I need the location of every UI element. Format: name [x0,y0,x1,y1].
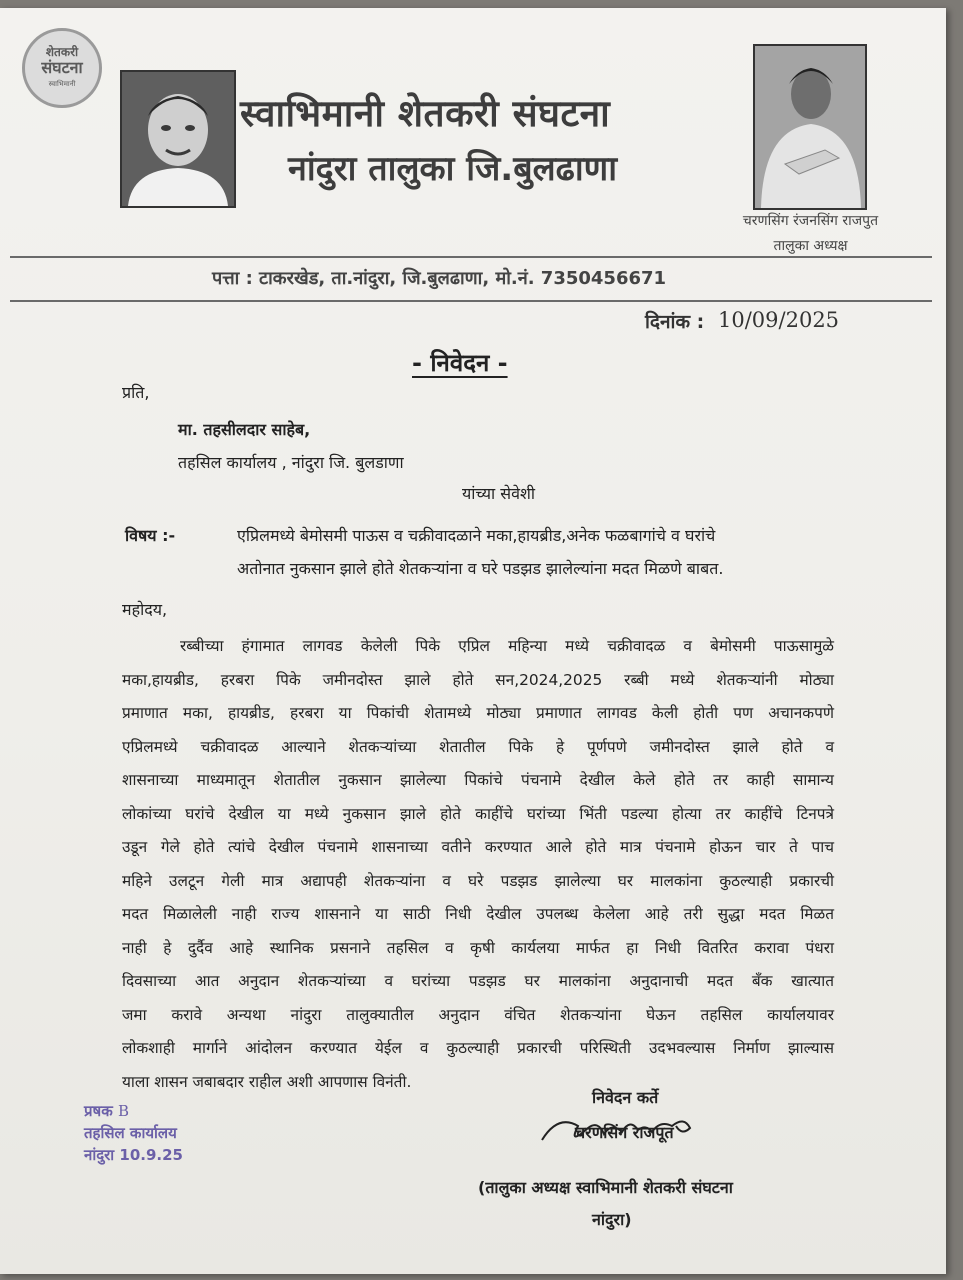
organization-seal [22,28,102,108]
seal-text-middle: संघटना [41,58,83,77]
stamp-line-2: तहसिल कार्यालय [84,1124,177,1142]
signatory-heading: निवेदन कर्ते [592,1088,659,1107]
body-line: प्रमाणात मका, हायब्रीड, हरबरा या पिकांची शेतामध्ये मोठ्या प्रमाणात लागवड केली होती पण अचानकपणे [122,704,834,722]
body-line: शासनाच्या माध्यमातून शेतातील नुकसान झालेल्या पिकांचे पंचनामे देखील केले होते तर काही सामान्य [122,771,834,789]
stamp-line-1: प्रषक [84,1102,113,1120]
body-line: मदत मिळालेली नाही राज्य शासनाने या साठी निधी देखील उपलब्ध केलेला आहे तरी सुद्धा मदत मिळत [122,905,834,923]
stamp-initial-mark: B [117,1102,129,1120]
body-line: मका,हायब्रीड, हरबरा पिके जमीनदोस्त झाले होते सन,2024,2025 रब्बी मध्ये शेतकऱ्यांनी मोठ्या [122,670,834,689]
header-divider-bottom [10,300,932,302]
subject-label: विषय :- [125,526,176,545]
letter-body [122,630,834,1099]
body-line: लोकशाही मार्गाने आंदोलन करण्यात येईल व कुठल्याही प्रकारची परिस्थिती उदभवल्यास निर्माण झाल्यास [122,1039,834,1057]
leader-portrait-photo [120,70,236,208]
recipient-sevesh: यांच्या सेवेशी [462,484,536,503]
body-line: महिने उलटून गेली मात्र अद्यापही शेतकऱ्यांना व घरे पडझड झालेल्या घर मालकांना कुठल्याही प्रकारची [122,871,834,890]
president-title: तालुका अध्यक्ष [773,238,848,254]
recipient-name: मा. तहसीलदार साहेब, [178,420,311,439]
recipient-prati: प्रति, [122,383,150,402]
body-line: याला शासन जबाबदार राहील अशी आपणास विनंती. [122,1072,412,1091]
body-line: रब्बीच्या हंगामात लागवड केलेली पिके एप्रिल महिन्या मध्ये चक्रीवादळ व बेमोसमी पाऊसामुळे [180,637,834,655]
header-divider-top [10,256,932,258]
signatory-place: नांदुरा) [592,1210,632,1229]
salutation: महोदय, [122,600,168,619]
seal-text-bottom: स्वाभिमानी [48,80,76,88]
seal-text-top: शेतकरी [45,45,79,59]
subject-line-2: अतोनात नुकसान झाले होते शेतकऱ्यांना व घरे पडझड झालेल्यांना मदत मिळणे बाबत. [237,559,724,578]
signatory-name: चरणसिंग राजपूत [575,1123,674,1142]
body-line: जमा करावे अन्यथा नांदुरा तालुक्यातील अनुदान वंचित शेतकऱ्यांना घेऊन तहसिल कार्यालयावर [122,1005,834,1024]
body-line: नाही हे दुर्दैव आहे स्थानिक प्रसनाने तहसिल व कृषी कार्यलया मार्फत हा निधी वितरित करावा पंधरा [122,938,834,957]
body-line: एप्रिलमध्ये चक्रीवादळ आल्याने शेतकऱ्यांच्या शेतातील पिके हे पूर्णपणे जमीनदोस्त झाले होते व [122,737,834,756]
president-portrait-photo [753,44,867,210]
president-name: चरणसिंग रंजनसिंग राजपुत [742,213,879,229]
stamp-line-3: नांदुरा 10.9.25 [84,1146,183,1164]
organization-name: स्वाभिमानी शेतकरी संघटना [240,92,611,135]
body-line: दिवसाच्या आत अनुदान शेतकऱ्यांच्या व घरांच्या पडझड घर मालकांना अनुदानाची मदत बँक खात्यात [122,972,834,990]
letter-title: - निवेदन - [412,349,508,377]
date-value: 10/09/2025 [718,308,840,332]
address-line: पत्ता : टाकरखेड, ता.नांदुरा, जि.बुलढाणा, मो.नं. 7350456671 [212,268,667,289]
body-line: उडून गेले होते त्यांचे देखील पंचनामे शासनाच्या वतीने करण्यात आले होते मात्र पंचनामे होऊन चार ते पाच [122,838,834,856]
body-line: लोकांच्या घरांचे देखील या मध्ये नुकसान झाले होते काहींचे घरांच्या भिंती पडल्या होत्या तर काहींचे टिनपत्रे [122,804,834,823]
letter-page [0,8,946,1274]
date-label: दिनांक : [645,311,705,333]
signatory-role: (तालुका अध्यक्ष स्वाभिमानी शेतकरी संघटना [478,1178,733,1197]
receipt-stamp [84,1100,183,1166]
subject-line-1: एप्रिलमध्ये बेमोसमी पाऊस व चक्रीवादळाने मका,हायब्रीड,अनेक फळबागांचे व घरांचे [237,526,716,545]
organization-branch: नांदुरा तालुका जि.बुलढाणा [288,149,618,189]
recipient-office: तहसिल कार्यालय , नांदुरा जि. बुलडाणा [178,453,404,472]
